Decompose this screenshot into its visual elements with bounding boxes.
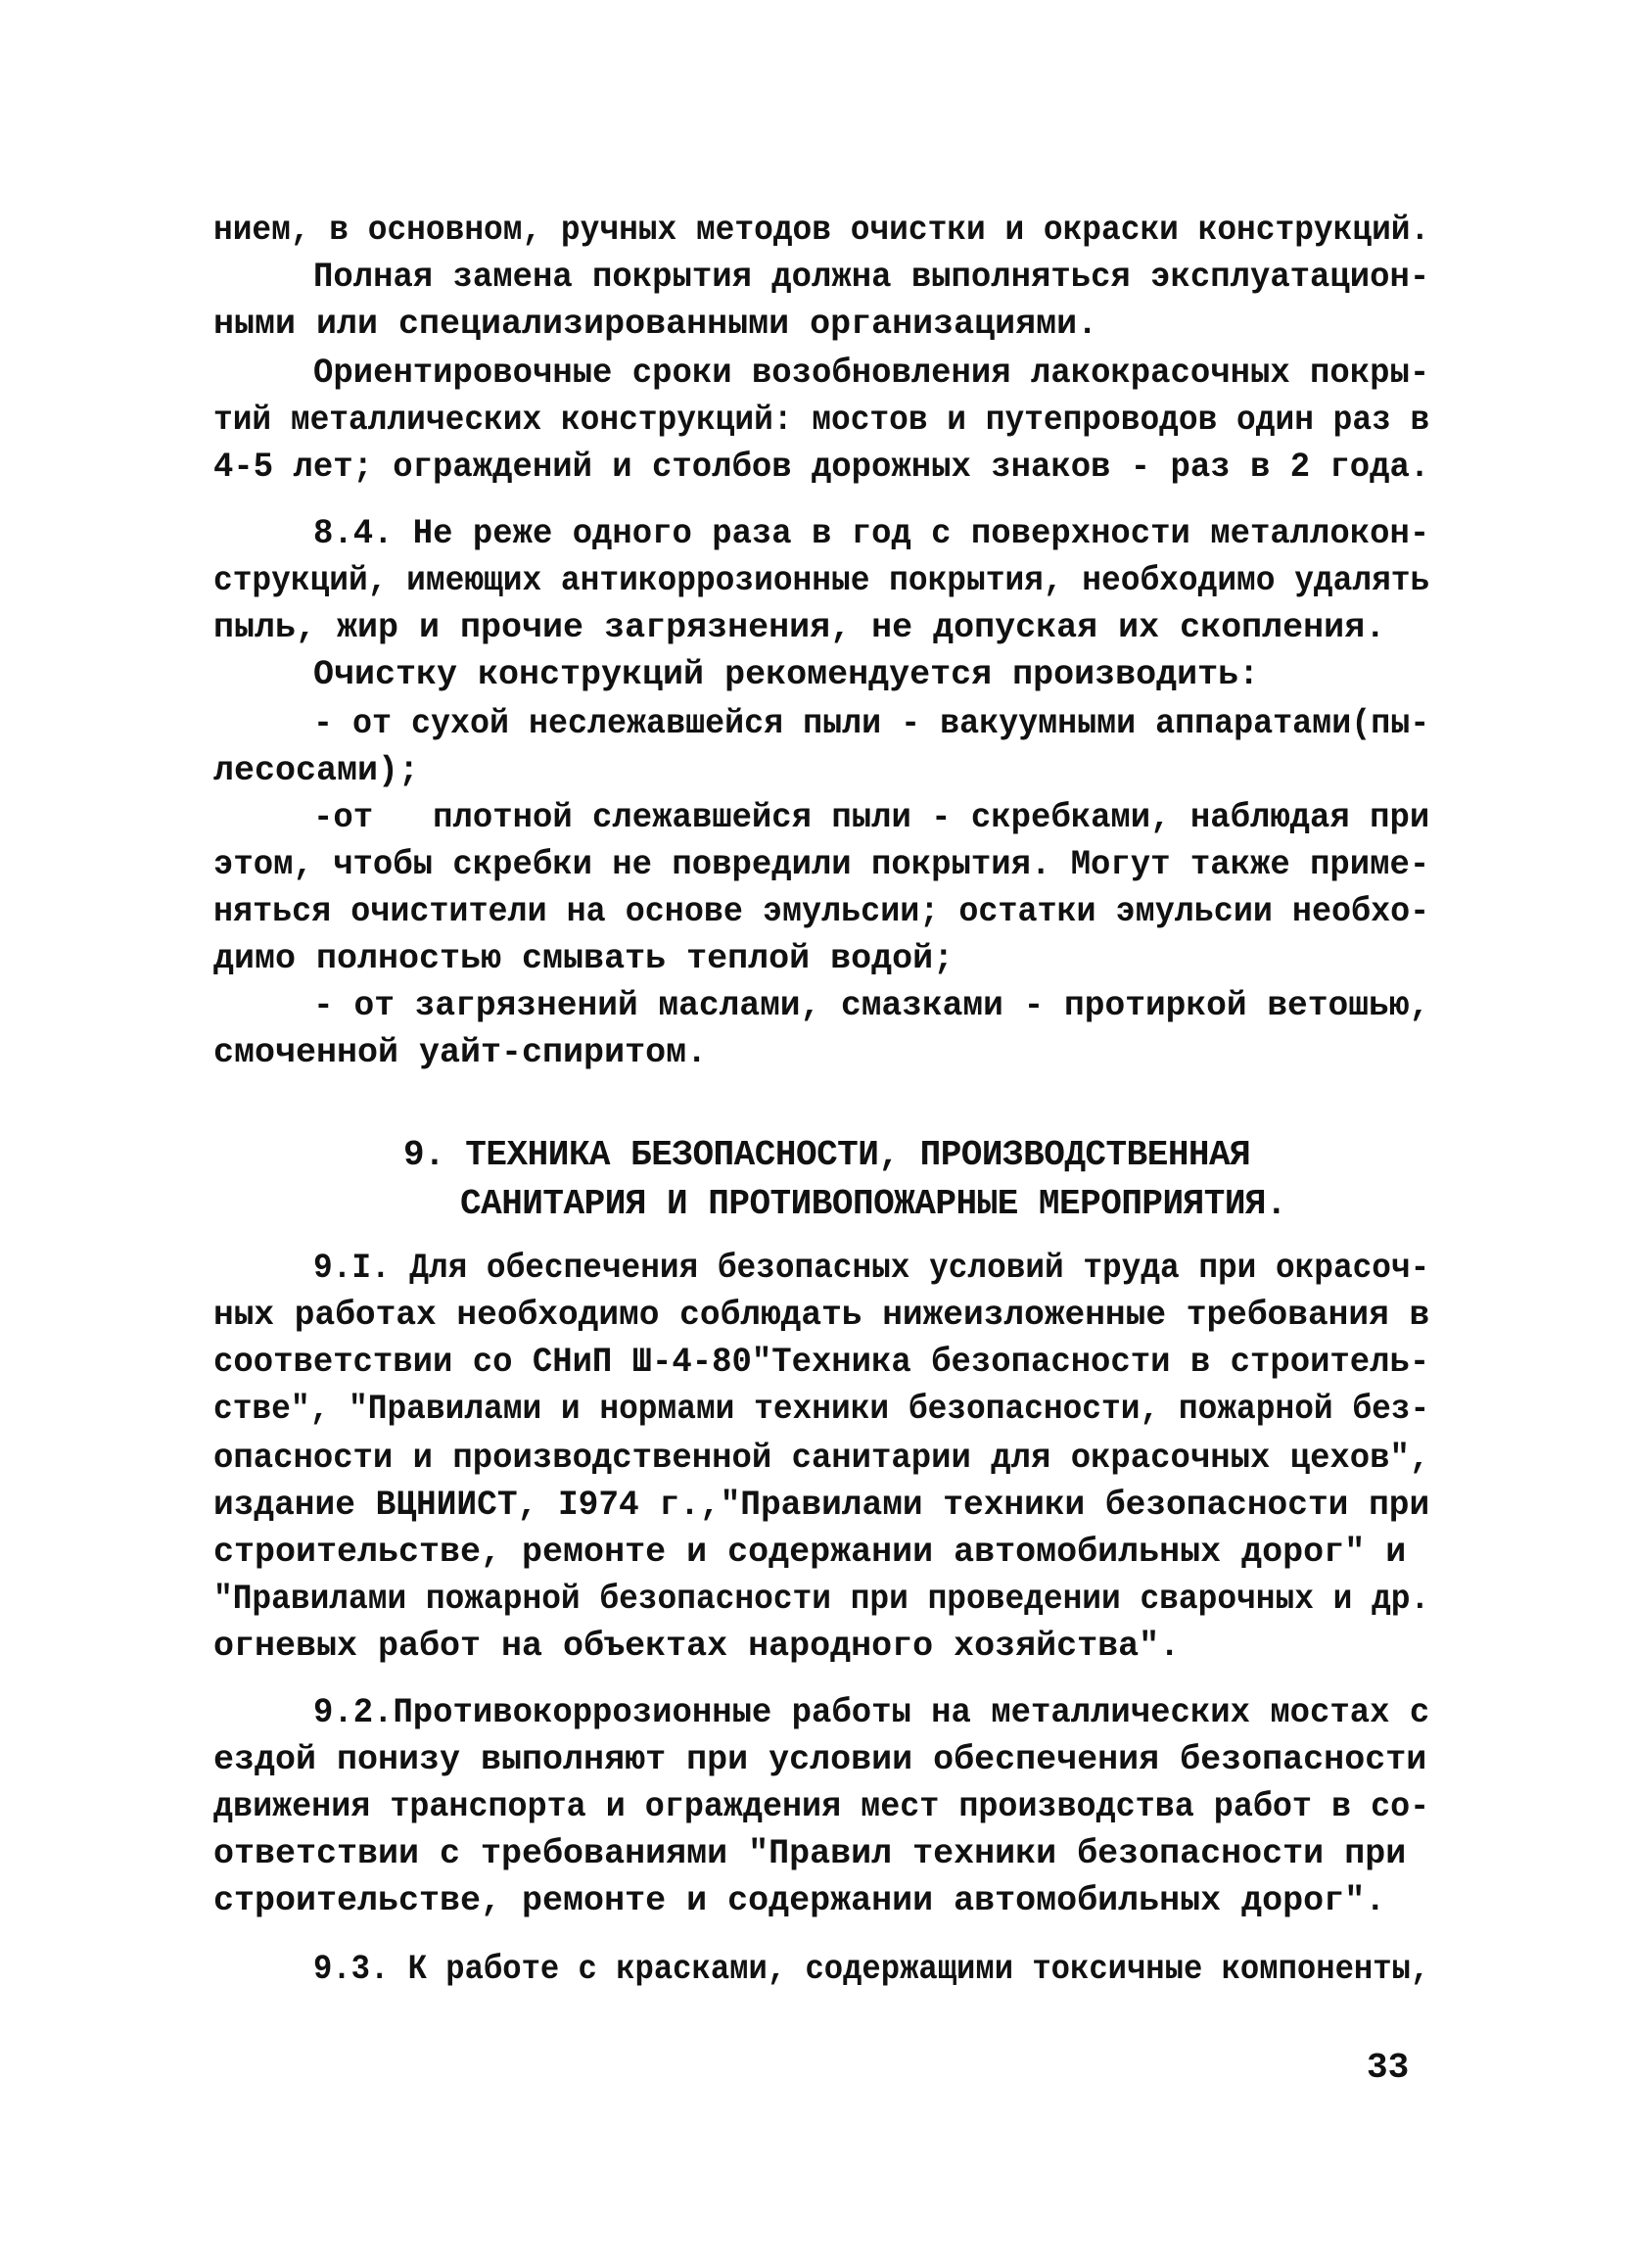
text-line: пыль, жир и прочие загрязнения, не допуская их скопления. [213,608,1386,647]
text-line: 9.I. Для обеспечения безопасных условий труда при окрасоч- [313,1249,1430,1288]
section-heading-line-2: САНИТАРИЯ И ПРОТИВОПОЖАРНЫЕ МЕРОПРИЯТИЯ. [460,1184,1287,1224]
text-line: ных работах необходимо соблюдать нижеизложенные требования в [213,1296,1430,1335]
text-line: строительстве, ремонте и содержании автомобильных дорог". [213,1881,1386,1920]
text-line: 9.3. К работе с красками, содержащими токсичные компоненты, [313,1950,1430,1989]
text-line: нием, в основном, ручных методов очистки и окраски конструкций. [213,211,1430,250]
text-line: димо полностью смывать теплой водой; [213,939,955,978]
text-line: 8.4. Не реже одного раза в год с поверхности металлокон- [313,514,1430,553]
text-line: Полная замена покрытия должна выполняться эксплуатацион- [313,258,1430,297]
section-heading-line-1: 9. ТЕХНИКА БЕЗОПАСНОСТИ, ПРОИЗВОДСТВЕННАЯ [403,1135,1251,1175]
text-line: Ориентировочные сроки возобновления лакокрасочных покры- [313,354,1430,393]
text-line: соответствии со СНиП Ш-4-80"Техника безопасности в строитель- [213,1343,1430,1382]
text-line: этом, чтобы скребки не повредили покрытия. Могут также приме- [213,845,1430,884]
text-line: стве", "Правилами и нормами техники безопасности, пожарной без- [213,1390,1430,1429]
page-number: 33 [1367,2048,1410,2088]
text-line: няться очистители на основе эмульсии; остатки эмульсии необхо- [213,892,1430,931]
text-line: струкций, имеющих антикоррозионные покрытия, необходимо удалять [213,561,1430,600]
text-line: ездой понизу выполняют при условии обеспечения безопасности [213,1740,1427,1779]
text-line: ответствии с требованиями "Правил техники безопасности при [213,1834,1407,1873]
text-line: - от сухой неслежавшейся пыли - вакуумными аппаратами(пы- [313,704,1430,743]
text-line: огневых работ на объектах народного хозяйства". [213,1627,1181,1666]
text-line: строительстве, ремонте и содержании автомобильных дорог" и [213,1533,1407,1572]
text-line: -от плотной слежавшейся пыли - скребками, наблюдая при [313,798,1430,837]
text-line: смоченной уайт-спиритом. [213,1033,708,1072]
text-line: "Правилами пожарной безопасности при проведении сварочных и др. [213,1580,1430,1619]
text-line: 4-5 лет; ограждений и столбов дорожных знаков - раз в 2 года. [213,448,1430,487]
text-line: ными или специализированными организациями. [213,305,1098,344]
text-line: 9.2.Противокоррозионные работы на металлических мостах с [313,1693,1430,1732]
text-line: лесосами); [213,751,420,790]
text-line: тий металлических конструкций: мостов и путепроводов один раз в [213,401,1430,440]
text-line: движения транспорта и ограждения мест производства работ в со- [213,1787,1430,1826]
text-line: издание ВЦНИИСТ, I974 г.,"Правилами техники безопасности при [213,1486,1430,1525]
text-line: Очистку конструкций рекомендуется производить: [313,655,1260,694]
text-line: - от загрязнений маслами, смазками - протиркой ветошью, [313,986,1430,1025]
text-line: опасности и производственной санитарии для окрасочных цехов", [213,1439,1430,1478]
